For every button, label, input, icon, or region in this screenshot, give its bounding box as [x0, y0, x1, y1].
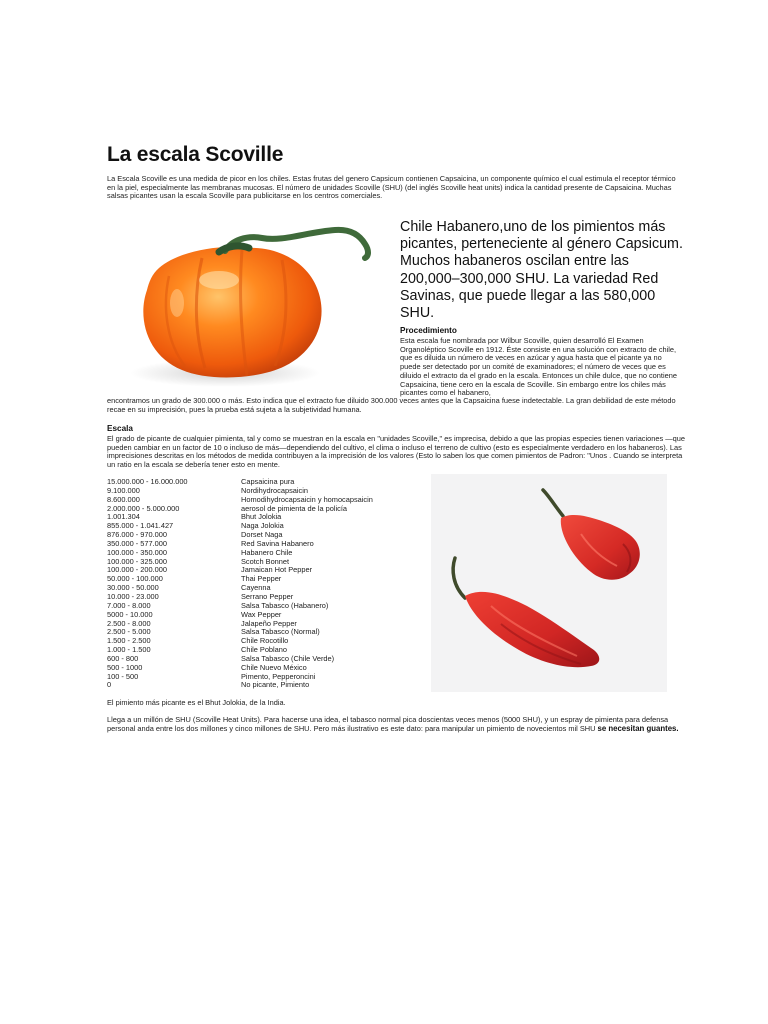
scoville-table-body: [107, 478, 427, 690]
pepper-name: Nordihydrocapsaicin: [241, 485, 308, 495]
pepper-name: Habanero Chile: [241, 547, 293, 557]
footer-emphasis: se necesitan guantes.: [597, 723, 679, 733]
scoville-table: [107, 478, 427, 690]
scoville-range: 1.001.304: [107, 512, 140, 522]
pepper-name: Pimento, Pepperoncini: [241, 671, 316, 681]
scoville-range: 2.500 - 5.000: [107, 627, 151, 637]
bhut-jolokia-image: [431, 474, 667, 692]
pepper-name: Capsaicina pura: [241, 477, 295, 486]
scoville-range: 1.000 - 1.500: [107, 645, 151, 655]
pepper-name: Salsa Tabasco (Normal): [241, 627, 320, 637]
scoville-range: 100 - 500: [107, 671, 139, 681]
pepper-name: Chile Nuevo México: [241, 662, 307, 672]
habanero-highlight: Chile Habanero,uno de los pimientos más picantes, perteneciente al género Capsicum. Muchos habaneros oscilan entre las 200,000–300,000 SHU. La variedad Red Savinas, que puede llegar a las 580,000 SHU.: [400, 219, 683, 322]
intro-paragraph: La Escala Scoville es una medida de picor en los chiles. Estas frutas del genero Capsicum contienen Capsaicina, un componente químico el cual estimula el receptor térmico en la piel, especialmente las membranas mucosas. El número de unidades Scoville (SHU) (del inglés Scoville heat units) indica la cantidad presente de Capsaicina. Muchas salsas picantes usan la escala Scoville para publicitarse en los centros comerciales.: [107, 174, 676, 201]
scoville-range: 15.000.000 - 16.000.000: [107, 477, 188, 486]
scoville-range: 100.000 - 200.000: [107, 565, 167, 575]
scoville-range: 2.500 - 8.000: [107, 618, 151, 628]
pepper-name: Bhut Jolokia: [241, 512, 282, 522]
scoville-range: 0: [107, 680, 112, 690]
scoville-range: 2.000.000 - 5.000.000: [107, 503, 180, 513]
scoville-range: 7.000 - 8.000: [107, 600, 151, 610]
scoville-range: 30.000 - 50.000: [107, 583, 159, 593]
pepper-name: Salsa Tabasco (Habanero): [241, 600, 329, 610]
procedimiento-text: Esta escala fue nombrada por Wilbur Scoville, quien desarrolló El Examen Organoléptico Scoville en 1912. Éste consiste en una solución con extracto de chile, que es diluida un número de veces en azúcar y agua hasta que el picante ya no puede ser detectado por un comité de examinadores; el número de veces que es diluido el extracto da el grado en la escala. Entonces un chile dulce, que no contiene Capsaicina, tiene cero en la escala de Scoville. Sin embargo entre los chiles más picantes como el habanero,: [400, 336, 677, 398]
pepper-name: Chile Poblano: [241, 645, 288, 655]
procedimiento-heading: Procedimiento: [400, 326, 457, 335]
procedimiento-text-continued: encontramos un grado de 300.000 o más. Esto indica que el extracto fue diluido 300.000 veces antes que la Capsaicina fuese indetectable. La gran debilidad de este método recae en su imprecisión, pues la prueba está sujeta a la subjetividad humana.: [107, 396, 676, 414]
pepper-name: Red Savina Habanero: [241, 538, 314, 548]
pepper-name: Naga Jolokia: [241, 521, 284, 531]
scoville-range: 350.000 - 577.000: [107, 538, 167, 548]
scoville-range: 100.000 - 325.000: [107, 556, 167, 566]
pepper-name: Jamaican Hot Pepper: [241, 565, 313, 575]
scoville-range: 9.100.000: [107, 485, 140, 495]
scoville-range: 50.000 - 100.000: [107, 574, 163, 584]
scoville-range: 500 - 1000: [107, 662, 143, 672]
pepper-name: Serrano Pepper: [241, 591, 294, 601]
scoville-range: 600 - 800: [107, 653, 139, 663]
pepper-name: Cayenna: [241, 583, 271, 593]
pepper-name: aerosol de pimienta de la policía: [241, 503, 347, 513]
footer-paragraph: [107, 716, 685, 733]
footer-note: El pimiento más picante es el Bhut Jolokia, de la India.: [107, 698, 286, 707]
pepper-name: Thai Pepper: [241, 574, 282, 584]
scoville-range: 8.600.000: [107, 494, 140, 504]
pepper-name: Scotch Bonnet: [241, 556, 290, 566]
scoville-range: 855.000 - 1.041.427: [107, 521, 174, 531]
scoville-range: 100.000 - 350.000: [107, 547, 167, 557]
pepper-name: Dorset Naga: [241, 530, 283, 540]
scoville-range: 5000 - 10.000: [107, 609, 153, 619]
table-row: [107, 681, 427, 690]
scoville-range: 876.000 - 970.000: [107, 530, 167, 540]
scoville-range: 1.500 - 2.500: [107, 636, 151, 646]
pepper-name: Salsa Tabasco (Chile Verde): [241, 653, 335, 663]
escala-text: El grado de picante de cualquier pimienta, tal y como se muestran en la escala en "unidades Scoville," es imprecisa, debido a que las propias especies tienen variaciones —que pueden cambiar en un factor de 10 o incluso de más—dependiendo del cultivo, el clima o incluso el terreno de cultivo (esto es especialmente verdadero en los habaneros). Las imprecisiones descritas en los métodos de medida contribuyen a la imprecisión de los valores (Esto lo saben los que comen pimientos de Padron: "Unos . Cuando se interpreta un ratio en la escala se debería tener esto en mente.: [107, 434, 685, 470]
scoville-range: 10.000 - 23.000: [107, 591, 159, 601]
pepper-name: No picante, Pimiento: [241, 680, 310, 690]
footer-paragraph-text: Llega a un millón de SHU (Scoville Heat Units). Para hacerse una idea, el tabasco normal pica doscientas veces menos (5000 SHU), y un espray de pimienta para defensa personal anda entre los dos millones y cinco millones de SHU. Pero más ilustrativo es este dato: para manipular un pimiento de novecientos mil SHU: [107, 715, 669, 733]
habanero-image: [107, 218, 393, 394]
pepper-name: Wax Pepper: [241, 609, 282, 619]
pepper-name: Chile Rocotillo: [241, 636, 289, 646]
escala-heading: Escala: [107, 424, 133, 433]
pepper-name: Jalapeño Pepper: [241, 618, 297, 628]
pepper-name: Homodihydrocapsaicin y homocapsaicin: [241, 494, 373, 504]
page-title: La escala Scoville: [107, 143, 284, 166]
